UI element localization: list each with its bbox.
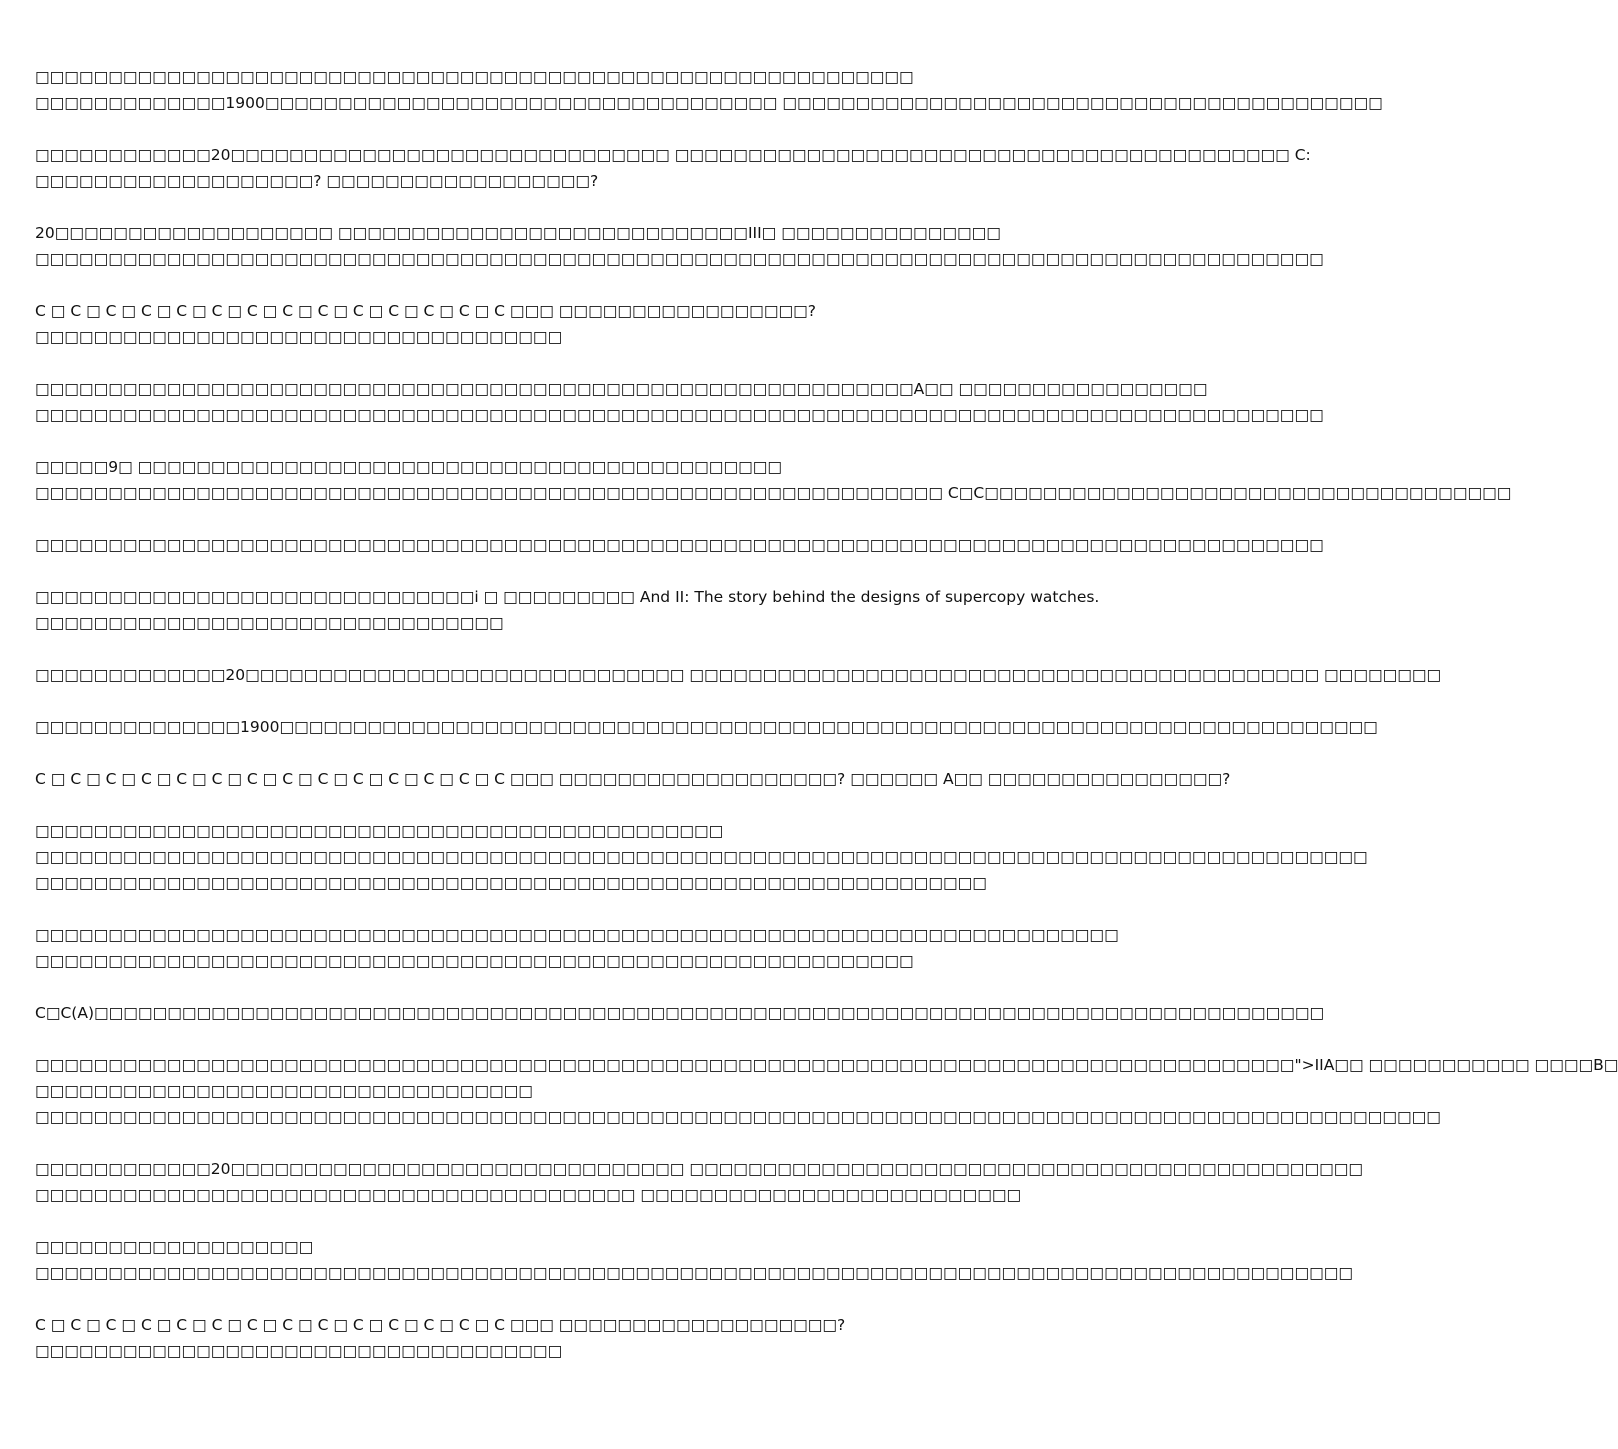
text-line: □□□□□□□□□□□□□□□□□□□□□□□□□□□□□□□□□□□□: [35, 328, 563, 346]
text-line: □□□□□□□□□□□□□□1900□□□□□□□□□□□□□□□□□□□□□□□□□□□□□□□□□□□□□□□□□□□□□□□□□□□□□□□□□□□□□□□□□□□□□□□□□□□: [35, 718, 1378, 736]
text-line: C □ C □ C □ C □ C □ C □ C □ C □ C □ C □ C □ C □ C □ C □□□ □□□□□□□□□□□□□□□□□?: [35, 302, 816, 320]
paragraph: [35, 1052, 1618, 1130]
paragraph: [35, 298, 990, 350]
text-line: □□□□□□□□□□□□□□□□□□□□□□□□□□□□□□□□□□□□□□□□□ □□□□□□□□□□□□□□□□□□□□□□□□□□: [35, 1186, 1022, 1204]
paragraph: [35, 64, 1383, 116]
paragraph: [35, 662, 1442, 688]
text-line: □□□□□□□□□□□□□□□□□□□□□□□□□□□□□□□□□□□□□□□□□□□□□□□□□□□□□□□□□□□□: [35, 952, 914, 970]
paragraph: [35, 766, 1231, 792]
text-line: □□□□□□□□□□□□□□□□□□□□□□□□□□□□□□□□□□□□□□□□□□□□□□□□□□□□□□□□□□□□□□□□□□□□□□□□□□: [35, 926, 1119, 944]
text-line: □□□□□□□□□□□□□□□□□□□□□□□□□□□□□□□□□□: [35, 1082, 533, 1100]
text-line: □□□□□9□ □□□□□□□□□□□□□□□□□□□□□□□□□□□□□□□□□□□□□□□□□□□□: [35, 458, 783, 476]
text-line: □□□□□□□□□□□□□□□□□□□□□□□□□□□□□□□□□□□□□□□□□□□□□□□□□□□□□□□□□□□□□□□□□□□□□□□□□□□□□□□□□□□□□□□□: [35, 406, 1324, 424]
text-line: □□□□□□□□□□□□□□□□□□□□□□□□□□□□□□i □ □□□□□□□□□ And II: The story behind the designs of supercopy watches.: [35, 588, 1100, 606]
paragraph: [35, 1312, 990, 1364]
text-line: □□□□□□□□□□□□□20□□□□□□□□□□□□□□□□□□□□□□□□□□□□□□ □□□□□□□□□□□□□□□□□□□□□□□□□□□□□□□□□□□□□□□□□□□ □□□□□□□□: [35, 666, 1442, 684]
text-line: □□□□□□□□□□□□□□□□□□□□□□□□□□□□□□□□□□□□□□□□□□□□□□□□□□□□□□□□□□□□□□□□□: [35, 874, 987, 892]
document-body: [35, 64, 1618, 1390]
text-line: C □ C □ C □ C □ C □ C □ C □ C □ C □ C □ C □ C □ C □ C □□□ □□□□□□□□□□□□□□□□□□□?: [35, 1316, 846, 1334]
text-line: □□□□□□□□□□□□□□□□□□□□□□□□□□□□□□□□□□□□□□□□□□□□□□□□□□□□□□□□□□□□A□□ □□□□□□□□□□□□□□□□□: [35, 380, 1208, 398]
text-line: 20□□□□□□□□□□□□□□□□□□□ □□□□□□□□□□□□□□□□□□□□□□□□□□□□III□ □□□□□□□□□□□□□□□: [35, 224, 1001, 242]
text-line: □□□□□□□□□□□□□□□□□□□□□□□□□□□□□□□□□□□□□□□□□□□□□□□□□□□□□□□□□□□□: [35, 68, 914, 86]
text-line: □□□□□□□□□□□□□□□□□□□□□□□□□□□□□□□□□□□□□□□□□□□□□□□: [35, 822, 724, 840]
paragraph: [35, 1156, 1364, 1208]
text-line: □□□□□□□□□□□□□□□□□□□: [35, 1238, 314, 1256]
text-line: □□□□□□□□□□□□□□□□□□□□□□□□□□□□□□□□□□□□□□□□□□□□□□□□□□□□□□□□□□□□□□□□□□□□□□□□□□□□□□□□□□□□□□□□□□□: [35, 848, 1368, 866]
paragraph: [35, 1000, 1325, 1026]
paragraph: [35, 376, 1324, 428]
paragraph: [35, 454, 1512, 506]
text-line: □□□□□□□□□□□□□□□□□□□□□□□□□□□□□□□□□□□□□□□□□□□□□□□□□□□□□□□□□□□□□□□□□□□□□□□□□□□□□□□□□□□□□□□□□□: [35, 1264, 1354, 1282]
text-line: □□□□□□□□□□□□□□□□□□□□□□□□□□□□□□□□□□□□: [35, 1342, 563, 1360]
paragraph: [35, 142, 1311, 194]
paragraph: [35, 714, 1378, 740]
text-line: □□□□□□□□□□□□□□□□□□□□□□□□□□□□□□□□□□□□□□□□□□□□□□□□□□□□□□□□□□□□□□□□□□□□□□□□□□□□□□□□□□□□□□□□: [35, 536, 1324, 554]
text-line: □□□□□□□□□□□□□□□□□□□? □□□□□□□□□□□□□□□□□□?: [35, 172, 599, 190]
paragraph: [35, 220, 1324, 272]
text-line: □□□□□□□□□□□□□□□□□□□□□□□□□□□□□□□□: [35, 614, 504, 632]
paragraph: [35, 532, 1324, 558]
text-line: □□□□□□□□□□□□20□□□□□□□□□□□□□□□□□□□□□□□□□□□□□□□ □□□□□□□□□□□□□□□□□□□□□□□□□□□□□□□□□□□□□□□□□□□□□□: [35, 1160, 1364, 1178]
paragraph: [35, 922, 1119, 974]
text-line: □□□□□□□□□□□□□□□□□□□□□□□□□□□□□□□□□□□□□□□□□□□□□□□□□□□□□□□□□□□□□□□□□□□□□□□□□□□□□□□□□□□□□□□□□□□□□□□□: [35, 1108, 1441, 1126]
text-line: C □ C □ C □ C □ C □ C □ C □ C □ C □ C □ C □ C □ C □ C □□□ □□□□□□□□□□□□□□□□□□□? □□□□□□ A□□ □□□□□□□□□□□□□□□□?: [35, 770, 1231, 788]
paragraph: [35, 818, 1368, 896]
text-line: □□□□□□□□□□□□□□□□□□□□□□□□□□□□□□□□□□□□□□□□□□□□□□□□□□□□□□□□□□□□□□□□□□□□□□□□□□□□□□□□□□□□□□□□: [35, 250, 1324, 268]
text-line: □□□□□□□□□□□□□1900□□□□□□□□□□□□□□□□□□□□□□□□□□□□□□□□□□□ □□□□□□□□□□□□□□□□□□□□□□□□□□□□□□□□□□□□□□□□□: [35, 94, 1383, 112]
text-line: □□□□□□□□□□□□□□□□□□□□□□□□□□□□□□□□□□□□□□□□□□□□□□□□□□□□□□□□□□□□□□□□□□□□□□□□□□□□□□□□□□□□□□">IIA□□ □□□□□□□□□□□ □□□□B□: [35, 1056, 1618, 1074]
text-line: □□□□□□□□□□□□□□□□□□□□□□□□□□□□□□□□□□□□□□□□□□□□□□□□□□□□□□□□□□□□□□ C□C□□□□□□□□□□□□□□□□□□□□□□□□□□□□□□□□□□□□: [35, 484, 1512, 502]
paragraph: [35, 1234, 1354, 1286]
text-line: □□□□□□□□□□□□20□□□□□□□□□□□□□□□□□□□□□□□□□□□□□□ □□□□□□□□□□□□□□□□□□□□□□□□□□□□□□□□□□□□□□□□□□ C:: [35, 146, 1311, 164]
paragraph: [35, 584, 1100, 636]
text-line: C□C(A)□□□□□□□□□□□□□□□□□□□□□□□□□□□□□□□□□□□□□□□□□□□□□□□□□□□□□□□□□□□□□□□□□□□□□□□□□□□□□□□□□□□□: [35, 1004, 1325, 1022]
